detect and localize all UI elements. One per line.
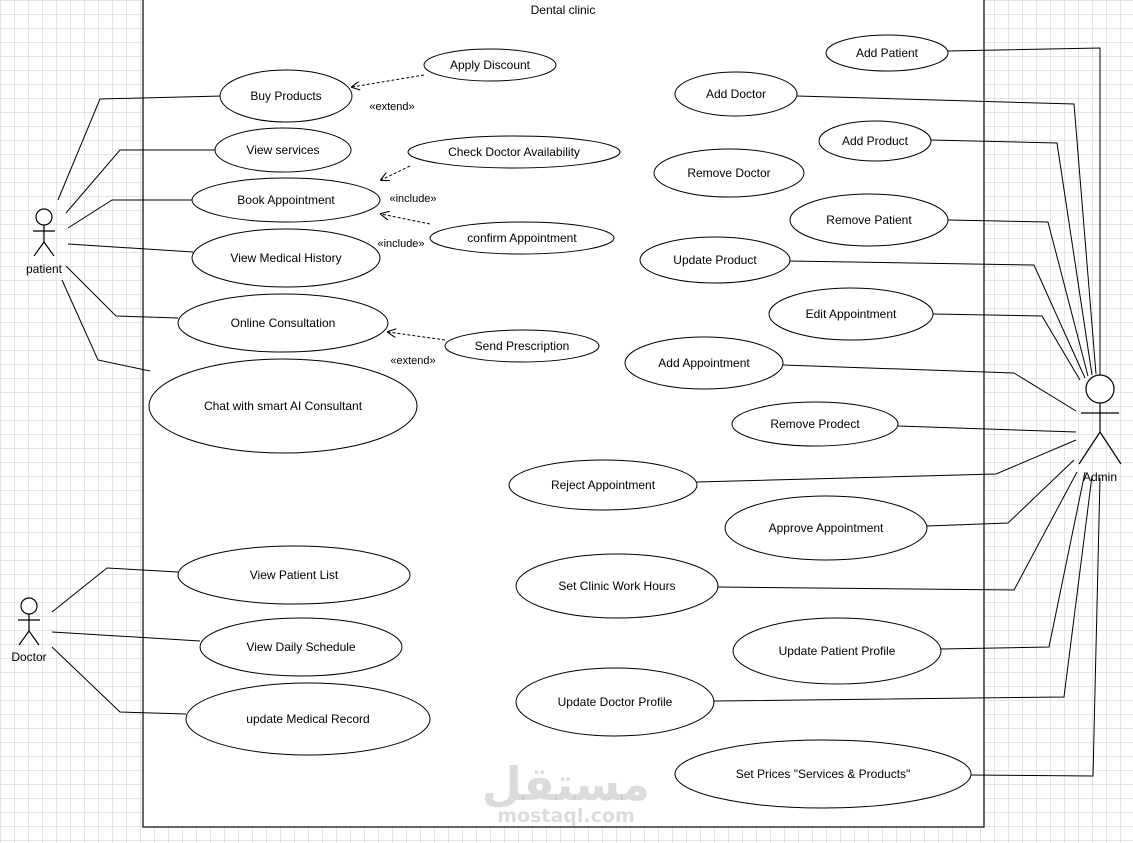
actor-head <box>36 209 52 225</box>
use-case-label: Update Doctor Profile <box>557 695 673 709</box>
use-case-book-appointment[interactable] <box>192 178 380 222</box>
use-case-label: Update Product <box>673 253 757 267</box>
use-case-remove-product[interactable] <box>732 402 898 446</box>
actor-doctor[interactable] <box>11 598 46 664</box>
watermark-arabic: مستقل <box>481 757 651 811</box>
use-case-label: View services <box>246 143 320 157</box>
use-case-label: Remove Patient <box>826 213 912 227</box>
use-case-approve-appointment[interactable] <box>725 496 927 560</box>
use-case-set-clinic-work-hours[interactable] <box>516 554 718 618</box>
stereotype-label: «include» <box>377 238 425 250</box>
use-case-reject-appointment[interactable] <box>509 460 697 510</box>
use-case-label: Apply Discount <box>449 58 531 72</box>
actor-leg-right <box>1100 432 1121 464</box>
use-case-view-patient-list[interactable] <box>178 546 410 604</box>
actor-leg-right <box>44 242 54 256</box>
use-case-remove-patient[interactable] <box>790 194 948 246</box>
use-case-label: Chat with smart AI Consultant <box>203 399 363 413</box>
use-case-set-prices[interactable] <box>675 740 971 808</box>
actor-patient[interactable] <box>26 209 63 276</box>
actor-label: Admin <box>1082 470 1118 484</box>
system-title: Dental clinic <box>530 3 596 17</box>
actor-head <box>21 598 37 614</box>
use-case-label: Send Prescription <box>474 339 570 353</box>
use-case-add-appointment[interactable] <box>625 337 783 389</box>
use-case-buy-products[interactable] <box>220 70 352 122</box>
stereotype-label: «include» <box>389 193 437 205</box>
stereotype-label: «extend» <box>369 101 415 113</box>
use-case-label: Set Clinic Work Hours <box>558 579 676 593</box>
watermark-latin: mostaql.com <box>497 805 635 827</box>
use-case-view-daily-schedule[interactable] <box>200 618 402 676</box>
use-case-label: update Medical Record <box>246 712 370 726</box>
use-case-label: Reject Appointment <box>550 478 656 492</box>
use-case-update-medical-record[interactable] <box>186 683 430 755</box>
use-case-send-prescription[interactable] <box>445 330 599 362</box>
use-case-online-consultation[interactable] <box>178 294 388 352</box>
stick-figure-icon <box>18 598 40 645</box>
use-case-label: Approve Appointment <box>768 521 884 535</box>
actor-head <box>1086 375 1114 403</box>
use-case-update-patient-profile[interactable] <box>733 618 941 684</box>
stick-figure-icon <box>33 209 55 256</box>
use-case-remove-doctor[interactable] <box>654 149 804 197</box>
actor-label: patient <box>25 262 63 276</box>
use-case-label: Update Patient Profile <box>778 644 896 658</box>
actor-leg-right <box>29 631 39 645</box>
use-case-label: Edit Appointment <box>805 307 897 321</box>
use-case-label: Buy Products <box>250 89 322 103</box>
stick-figure-icon <box>1079 375 1121 464</box>
actor-leg-left <box>19 631 29 645</box>
watermark <box>482 757 650 827</box>
use-case-edit-appointment[interactable] <box>769 288 933 340</box>
use-case-view-medical-history[interactable] <box>192 229 380 287</box>
use-case-label: View Patient List <box>249 568 339 582</box>
actor-leg-left <box>34 242 44 256</box>
use-case-apply-discount[interactable] <box>424 49 556 81</box>
stereotype-label: «extend» <box>390 355 436 367</box>
use-case-label: Add Product <box>841 134 909 148</box>
use-case-label: Book Appointment <box>237 193 335 207</box>
use-case-label: Online Consultation <box>230 316 336 330</box>
use-case-view-services[interactable] <box>215 128 351 172</box>
use-case-label: Remove Doctor <box>687 166 771 180</box>
assoc-patient-chat-ai <box>62 280 150 371</box>
use-case-add-doctor[interactable] <box>675 72 797 116</box>
use-case-label: View Medical History <box>230 251 342 265</box>
use-case-label: Set Prices "Services & Products" <box>735 767 911 781</box>
actor-label: Doctor <box>11 650 47 664</box>
actor-admin[interactable] <box>1079 375 1121 484</box>
use-case-update-doctor-profile[interactable] <box>516 668 714 736</box>
use-case-confirm-appointment[interactable] <box>430 222 614 254</box>
use-case-label: Add Patient <box>855 46 919 60</box>
use-case-label: View Daily Schedule <box>246 640 356 654</box>
use-case-label: Check Doctor Availability <box>448 145 580 159</box>
use-case-chat-ai-consultant[interactable] <box>149 359 417 453</box>
actor-leg-left <box>1079 432 1100 464</box>
use-case-update-product[interactable] <box>640 237 790 283</box>
use-case-label: confirm Appointment <box>467 231 577 245</box>
use-case-add-patient[interactable] <box>826 35 948 71</box>
use-case-label: Add Doctor <box>705 87 767 101</box>
use-case-label: Remove Prodect <box>770 417 860 431</box>
assoc-admin-set-prices <box>971 478 1100 776</box>
use-case-add-product[interactable] <box>819 121 931 161</box>
use-case-check-doctor-availability[interactable] <box>408 136 620 168</box>
use-case-label: Add Appointment <box>658 356 750 370</box>
